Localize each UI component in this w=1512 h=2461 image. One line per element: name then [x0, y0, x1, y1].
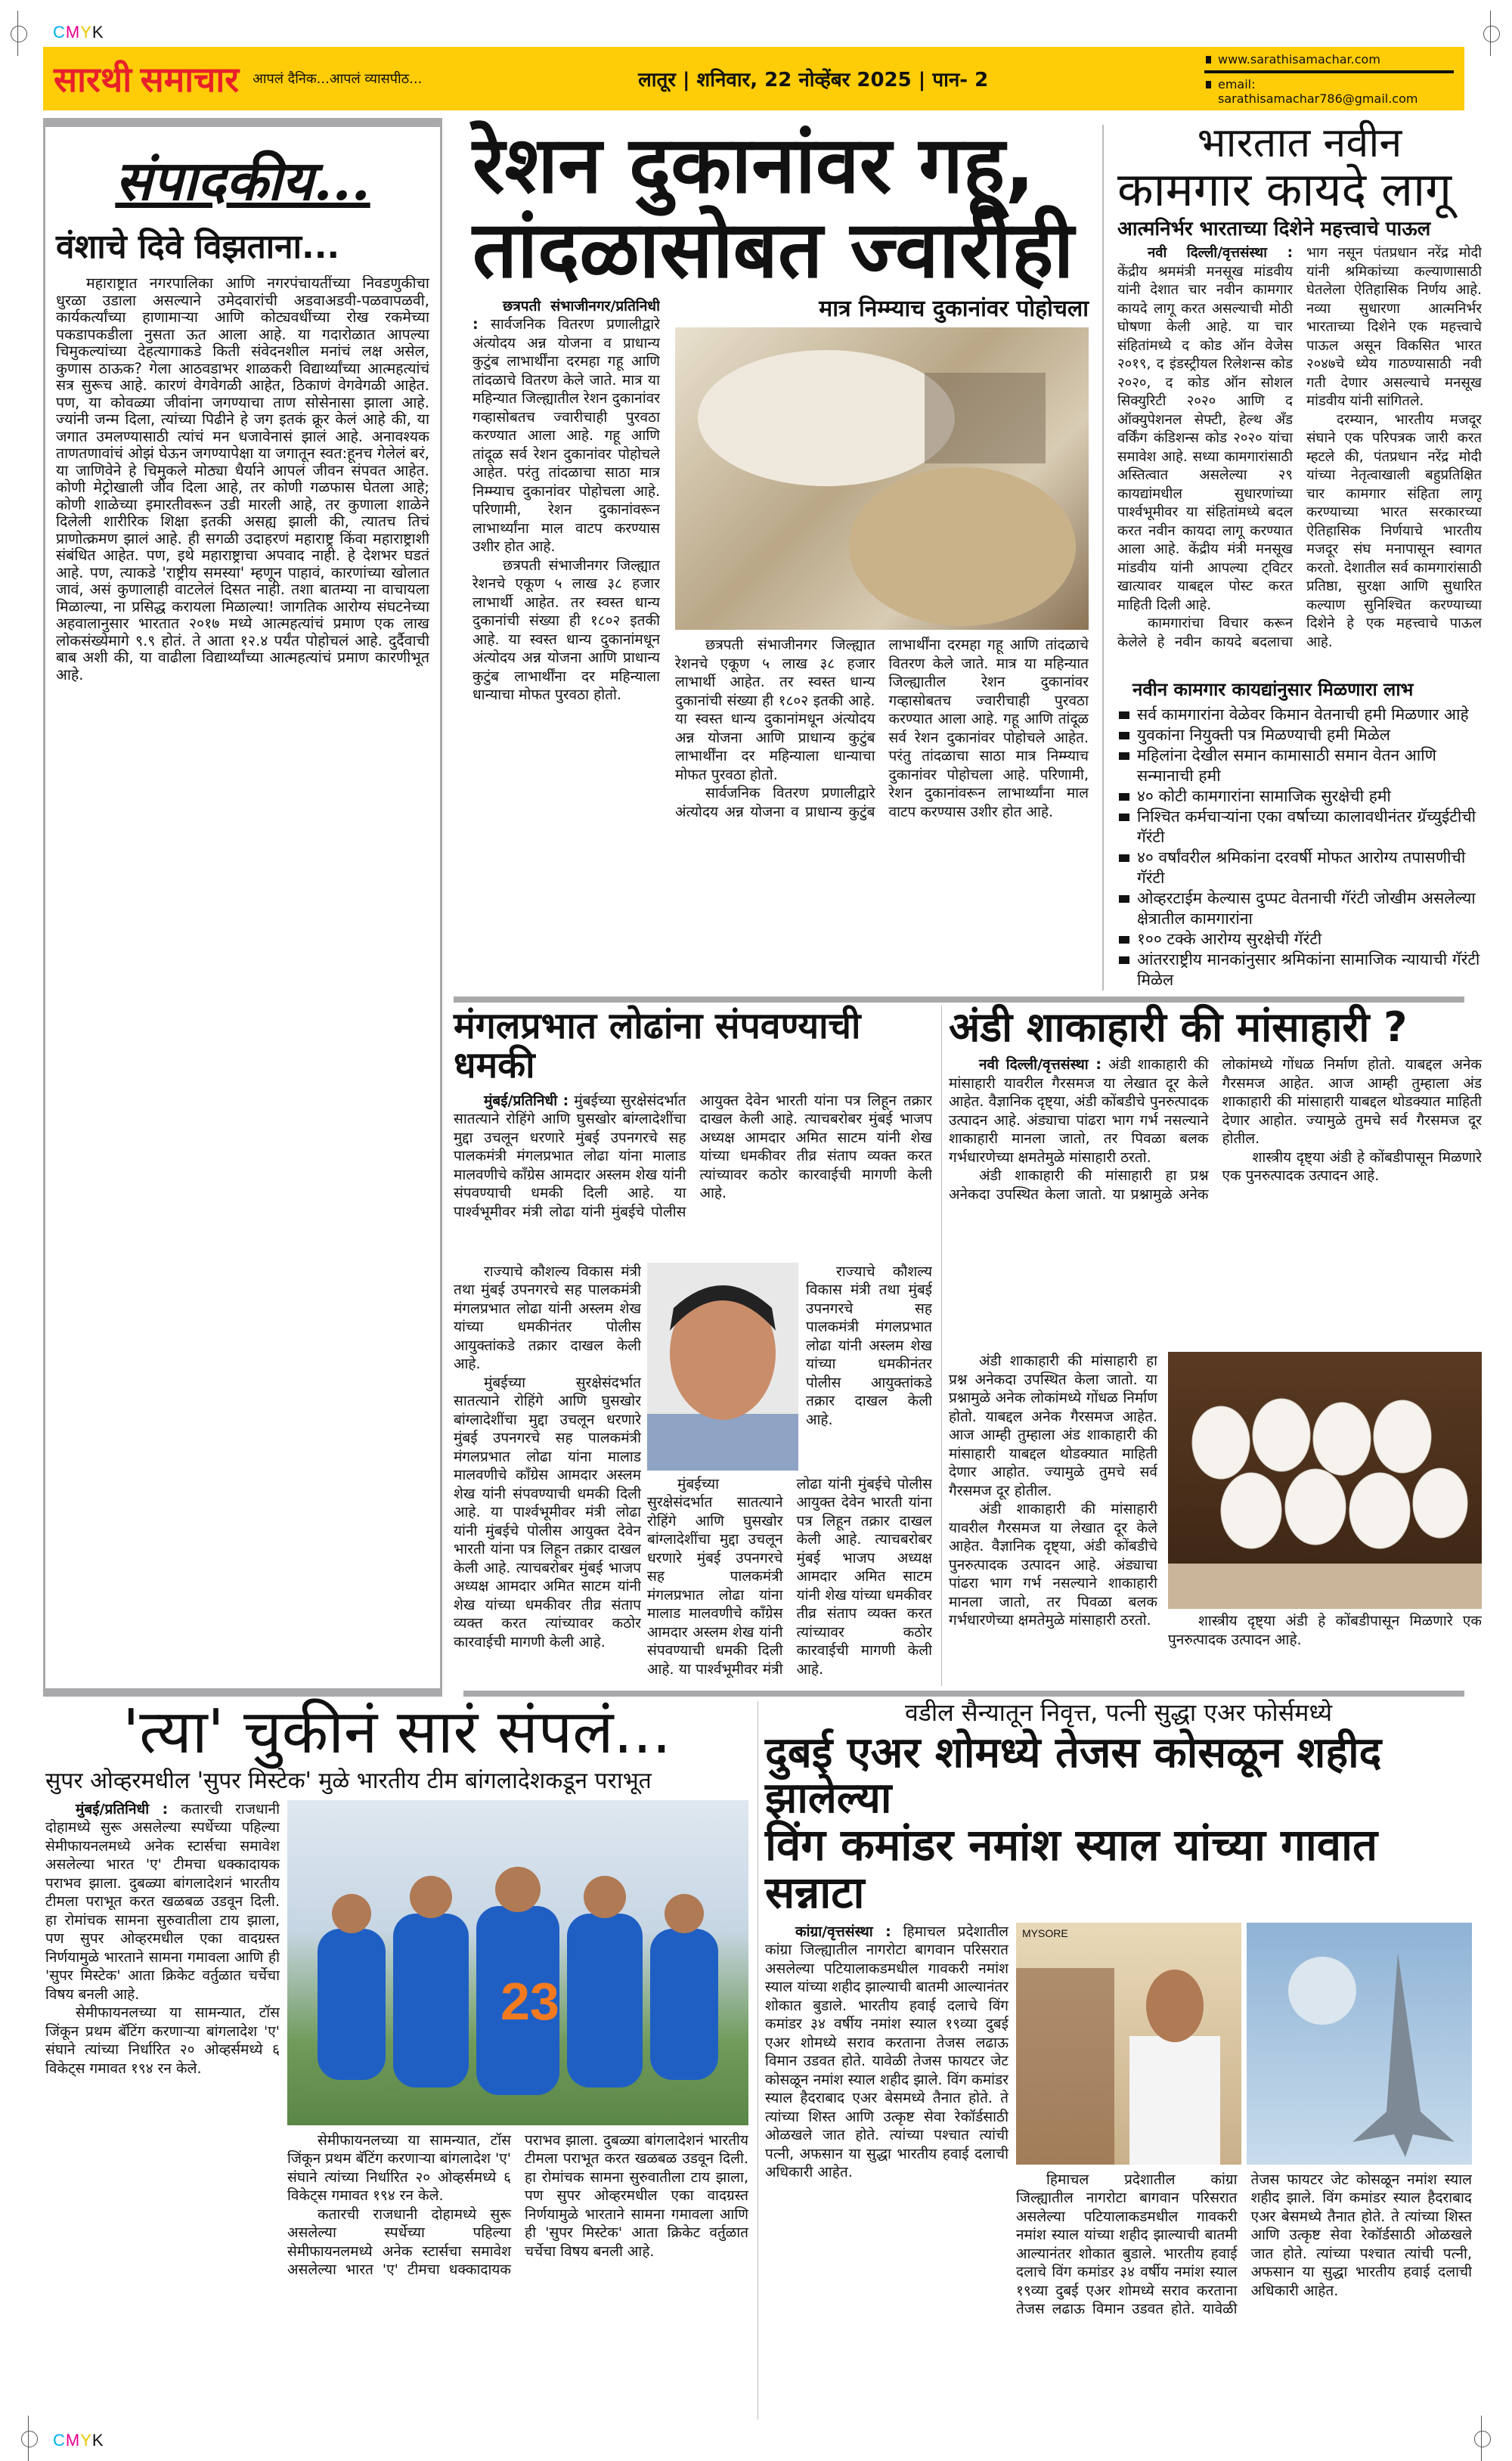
contact-info: [1204, 50, 1454, 108]
dubai-article: [765, 1700, 1472, 2422]
eggs-body-top: [949, 1055, 1482, 1347]
eggs-body-col2: [1168, 1612, 1482, 1685]
tagline: आपलं दैनिक...आपलं व्यासपीठ...: [253, 71, 423, 87]
paragraph: अंडी शाकाहारी की मांसाहारी हा प्रश्न अनेकदा उपस्थित केला जातो. या प्रश्नामुळे अनेक लोकांमध्ये गोंधळ निर्माण होतो. याबद्दल अनेक गैरसमज आहेत. आज आम्ही तुम्हाला अंड शाकाहारी की मांसाहारी याबद्दल थोडक्यात माहिती देणार आहोत. ज्यामुळे तुमचे सर्व गैरसमज दूर होतील.: [949, 1353, 1157, 1499]
eggs-headline: अंडी शाकाहारी की मांसाहारी ?: [949, 1003, 1408, 1051]
paragraph: राज्याचे कौशल्य विकास मंत्री तथा मुंबई उपनगरचे सह पालकमंत्री मंगलप्रभात लोढा यांनी अस्लम शेख यांच्या धमकीनंतर पोलीस आयुक्तांकडे तक्रार दाखल केली आहे.: [454, 1263, 641, 1373]
pilot-illustration: [1016, 1923, 1239, 2165]
column-divider: [1102, 125, 1104, 990]
paragraph: महाराष्ट्रात नगरपालिका आणि नगरपंचायतींच्या निवडणुकीचा धुरळा उडाला असल्याने उमेदवारांची अडवाअडवी-पळवापळवी, कार्यकर्त्यांच्या हाणामाऱ्या आणि कोट्यवधींच्या रोख रकमेच्या पकडापकडीला नुसता ऊत आला आहे. या गदारोळात आपल्या चिमुकल्यांच्या देहत्यागाकडे किती संवेदनशील मनांचं लक्ष असेल, कुणास ठाऊक? गेला आठवडाभर शाळकरी विद्यार्थ्यांच्या आत्महत्यांचं सत्र सुरूच आहे. कारणं वेगवेगळी आहेत, ठिकाणं वेगवेगळी आहेत. पण, या कोवळ्या जीवांना जगण्याचा ताण सोसेनासा झाला आहे. ज्यांनी जन्म दिला, त्यांच्या पिढीने हे जग इतकं क्रूर केलं आहे की, या जगात उमलण्यासाठी त्यांचं मन धजावेनासं झालं आहे. अनावश्यक ताणतणावांचं ओझं घेऊन जगण्यापेक्षा या जगातून स्वत:हूनच गेलेलं बरं, या जाणिवेने हे चिमुकले मोठ्या धैर्याने आपलं जीवन संपवत आहेत. कोणी मेट्रोखाली जीव दिला आहे, तर कोणी गळफास घेतला आहे; कोणी शाळेच्या इमारतीवरून उडी मारली आहे, तर कुणाला शाळेने दिलेली शारीरिक शिक्षा इतकी असह्य झाली की, त्यातच तिचं प्राणोत्क्रमण झालं आहे. ही सगळी उदाहरणं महाराष्ट्र किंवा महाराष्ट्राशी संबंधित आहेत. पण, इथे महाराष्ट्राचा अपवाद नाही. हे देशभर घडतं आहे. पण, त्याकडे 'राष्ट्रीय समस्या' म्हणून पाहावं, कारणांच्या खोलात जावं, असं कुणालाही वाटलेलं दिसत नाही. तशा बातम्या ना वाचायला मिळाल्या, ना प्रसिद्ध करायला मिळाल्या! जागतिक आरोग्य संघटनेच्या अहवालानुसार भारतात २०१७ मध्ये आत्महत्यांचं प्रमाण एक लाख लोकसंख्येमागे ९.९ होतं. ते आता १२.४ पर्यंत पोहोचलं आहे. दुर्दैवाची बाब अशी की, या वाढीला विद्यार्थ्यांच्या आत्महत्यांचं प्रमाण कारणीभूत आहे.: [56, 275, 429, 683]
paragraph: शास्त्रीय दृष्ट्या अंडी हे कोंबडीपासून मिळणारे एक पुनरुत्पादक उत्पादन आहे.: [1222, 1148, 1482, 1185]
dubai-dateline: कांग्रा/वृत्तसंस्था :: [795, 1923, 891, 1940]
benefit-item: महिलांना देखील समान कामासाठी समान वेतन आणि सन्मानाची हमी: [1117, 745, 1482, 786]
paragraph: सार्वजनिक वितरण प्रणालीद्वारे अंत्योदय अन्न योजना व प्राधान्य कुटुंब लाभार्थींना दरमहा गहू आणि तांदळाचे वितरण केले जाते. मात्र या महिन्यात जिल्ह्यातील रेशन दुकानांवर गव्हासोबतच ज्वारीचाही पुरवठा करण्यात आला आहे. गहू आणि तांदूळ सर्व रेशन दुकानांवर पोहोचले आहेत. परंतु तांदळाचा साठा मात्र निम्म्याच दुकानांवर पोहोचला आहे. परिणामी, रेशन दुकानांवरून लाभार्थ्यांना माल वाटप करण्यास उशीर होत आहे.: [675, 637, 1089, 820]
labour-benefits-box: [1117, 677, 1482, 990]
paragraph: अंडी शाकाहारी की मांसाहारी हा प्रश्न अनेकदा उपस्थित केला जातो. या प्रश्नामुळे अनेक लोकांमध्ये गोंधळ निर्माण होतो. याबद्दल अनेक गैरसमज आहेत. आज आम्ही तुम्हाला अंड शाकाहारी की मांसाहारी याबद्दल थोडक्यात माहिती देणार आहोत. ज्यामुळे तुमचे सर्व गैरसमज दूर होतील.: [949, 1056, 1482, 1203]
dubai-headline-line2: विंग कमांडर नमांश स्याल यांच्या गावात सन्नाटा: [765, 1819, 1378, 1919]
divider: [1204, 70, 1454, 73]
ration-body-col2: [675, 636, 1089, 990]
paragraph: कतारची राजधानी दोहामध्ये सुरू असलेल्या स्पर्धेच्या पहिल्या सेमीफायनलमध्ये अनेक स्टार्सचा समावेश असलेल्या भारत 'ए' टीमचा धक्कादायक पराभव झाला. दुबळ्या बांगलादेशनं भारतीय टीमला पराभूत करत खळबळ उडवून दिली. हा रोमांचक सामना सुरुवातीला टाय झाला, पण सुपर ओव्हरमधील एका वादग्रस्त निर्णयामुळे भारताने सामना गमावला आणि ही 'सुपर मिस्टेक' आता क्रिकेट वर्तुळात चर्चेचा विषय बनली आहे.: [287, 2131, 748, 2279]
paragraph: छत्रपती संभाजीनगर जिल्ह्यात रेशनचे एकूण ५ लाख ३८ हजार लाभार्थी आहेत. तर स्वस्त धान्य दुकानांची संख्या ही १८०२ इतकी आहे. या स्वस्त धान्य दुकानांमधून अंत्योदय अन्न योजना आणि प्राधान्य कुटुंब लाभार्थींना दर महिन्याला धान्याचा मोफत पुरवठा होतो.: [675, 637, 875, 783]
lodha-article: [454, 1007, 932, 1684]
cricket-dateline: मुंबई/प्रतिनिधी :: [76, 1800, 169, 1818]
eggs-photo: [1168, 1352, 1482, 1609]
dubai-kicker: वडील सैन्यातून निवृत्त, पत्नी सुद्धा एअर फोर्समध्ये: [904, 1698, 1333, 1727]
benefit-item: १०० टक्के आरोग्य सुरक्षेची गॅरंटी: [1117, 929, 1482, 950]
paragraph: अंडी शाकाहारी की मांसाहारी यावरील गैरसमज या लेखात दूर केले आहेत. वैज्ञानिक दृष्ट्या, अंडी कोंबडीचे पुनरुत्पादक उत्पादन आहे. अंड्याचा पांढरा भाग गर्भ नसल्याने शाकाहारी मानला जातो, तर पिवळा बलक गर्भधारणेच्या क्षमतेमुळे मांसाहारी ठरतो.: [949, 1056, 1209, 1166]
cricket-headline: 'त्या' चुकीनं सारं संपलं...: [122, 1697, 671, 1767]
paragraph: सार्वजनिक वितरण प्रणालीद्वारे अंत्योदय अन्न योजना व प्राधान्य कुटुंब लाभार्थींना दरमहा गहू आणि तांदळाचे वितरण केले जाते. मात्र या महिन्यात जिल्ह्यातील रेशन दुकानांवर गव्हासोबतच ज्वारीचाही पुरवठा करण्यात आला आहे. गहू आणि तांदूळ सर्व रेशन दुकानांवर पोहोचले आहेत. परंतु तांदळाचा साठा मात्र निम्म्याच दुकानांवर पोहोचला आहे. परिणामी, रेशन दुकानांवरून लाभार्थ्यांना माल वाटप करण्यास उशीर होत आहे.: [472, 316, 660, 556]
section-divider: [463, 1691, 1464, 1697]
editorial-box: [43, 118, 442, 1691]
eggs-body-col1: [949, 1352, 1157, 1685]
registration-mark: [20, 2416, 38, 2461]
cmyk-mark: CMYK: [53, 23, 104, 42]
tejas-jet-photo: [1247, 1923, 1472, 2165]
lodha-body-col3: [647, 1475, 932, 1684]
ration-grain-photo: [675, 327, 1089, 630]
paragraph: हिमाचल प्रदेशातील कांग्रा जिल्ह्यातील नागरोटा बागवान परिसरात असलेल्या पटियालाकडमधील गावकरी नमांश स्याल यांच्या शहीद झाल्याची बातमी आल्यानंतर शोकात बुडाले. भारतीय हवाई दलाचे विंग कमांडर ३४ वर्षीय नमांश स्याल १९व्या दुबई एअर शोमध्ये सराव करताना तेजस लढाऊ विमान उडवत होते. यावेळी तेजस फायटर जेट कोसळून नमांश स्याल शहीद झाले. विंग कमांडर स्याल हैदराबाद एअर बेसमध्ये तैनात होते. ते त्यांच्या शिस्त आणि उत्कृष्ट सेवा रेकॉर्डसाठी ओळखले जात होते. त्यांच्या पश्चात त्यांची पत्नी, अफसान या सुद्धा भारतीय हवाई दलाची अधिकारी आहेत.: [765, 1923, 1009, 2181]
dubai-body-col2: [1016, 2171, 1472, 2422]
benefit-item: आंतरराष्ट्रीय मानकांनुसार श्रमिकांना सामाजिक न्यायाची गॅरंटी मिळेल: [1117, 950, 1482, 990]
paragraph: राज्याचे कौशल्य विकास मंत्री तथा मुंबई उपनगरचे सह पालकमंत्री मंगलप्रभात लोढा यांनी अस्लम शेख यांच्या धमकीनंतर पोलीस आयुक्तांकडे तक्रार दाखल केली आहे.: [806, 1263, 932, 1428]
ration-article: [472, 119, 1089, 990]
paragraph: अंडी शाकाहारी की मांसाहारी यावरील गैरसमज या लेखात दूर केले आहेत. वैज्ञानिक दृष्ट्या, अंडी कोंबडीचे पुनरुत्पादक उत्पादन आहे. अंड्याचा पांढरा भाग गर्भ नसल्याने शाकाहारी मानला जातो, तर पिवळा बलक गर्भधारणेच्या क्षमतेमुळे मांसाहारी ठरतो.: [949, 1501, 1157, 1629]
paragraph: दरम्यान, भारतीय मजदूर संघाने एक परिपत्रक जारी करत म्हटले की, पंतप्रधान नरेंद्र मोदी यांच्या नेतृत्वाखाली बहुप्रतिक्षित चार कामगार संहिता लागू करण्याच्या भारत सरकारच्या ऐतिहासिक निर्णयाचे भारतीय मजदूर संघ मनापासून स्वागत करतो. देशातील सर्व कामगारांसाठी प्रतिष्ठा, सुरक्षा आणि सुधारित कल्याण सुनिश्चित करण्याच्या दिशेने हे एक महत्त्वाचे पाऊल आहे.: [1306, 411, 1482, 650]
cmyk-mark: CMYK: [53, 2431, 104, 2450]
paragraph: सेमीफायनलच्या या सामन्यात, टॉस जिंकून प्रथम बॅटिंग करणाऱ्या बांगलादेश 'ए' संघाने त्यांच्या निर्धारित २० ओव्हर्समध्ये ६ विकेट्स गमावत १९४ रन केले.: [287, 2131, 511, 2205]
benefit-item: निश्चित कर्मचाऱ्यांना एका वर्षाच्या कालावधीनंतर ग्रॅच्युईटीची गॅरंटी: [1117, 807, 1482, 848]
eggs-article: [949, 1003, 1482, 1685]
section-divider: [43, 1691, 442, 1697]
lodha-body-col1: [454, 1263, 641, 1684]
pilot-photo: [1016, 1923, 1241, 2165]
ration-subhead: मात्र निम्म्याच दुकानांवर पोहोचला: [819, 295, 1089, 322]
lodha-body-top: [454, 1092, 932, 1258]
dubai-headline-line1: दुबई एअर शोमध्ये तेजस कोसळून शहीद झालेल्या: [765, 1728, 1382, 1824]
registration-mark: [1473, 2416, 1491, 2461]
cricket-article: [45, 1697, 748, 2422]
website-link[interactable]: www.sarathisamachar.com: [1204, 50, 1454, 69]
lodha-body-col2: [806, 1263, 932, 1471]
photo-sign-text: MYSORE: [1022, 1926, 1068, 1939]
eggs-illustration: [1168, 1352, 1482, 1609]
dubai-body-col1: [765, 1923, 1009, 2422]
editorial-headline: वंशाचे दिवे विझताना...: [56, 228, 340, 266]
paragraph: छत्रपती संभाजीनगर जिल्ह्यात रेशनचे एकूण ५ लाख ३८ हजार लाभार्थी आहेत. तर स्वस्त धान्य दुकानांची संख्या ही १८०२ इतकी आहे. या स्वस्त धान्य दुकानांमधून अंत्योदय अन्न योजना आणि प्राधान्य कुटुंब लाभार्थींना दर महिन्याला धान्याचा मोफत पुरवठा होतो.: [472, 556, 660, 704]
labour-article: [1117, 121, 1482, 990]
registration-mark: [1482, 11, 1500, 56]
svg-text:23: 23: [500, 1971, 559, 2031]
column-divider: [941, 1006, 942, 1686]
lodha-dateline: मुंबई/प्रतिनिधी :: [484, 1092, 569, 1109]
cricket-players-illustration: [287, 1800, 748, 2125]
eggs-dateline: नवी दिल्ली/वृत्तसंस्था :: [979, 1056, 1101, 1074]
benefit-item: ओव्हरटाईम केल्यास दुप्पट वेतनाची गॅरंटी जोखीम असलेल्या क्षेत्रातील कामगारांना: [1117, 888, 1482, 929]
lodha-photo: [647, 1263, 798, 1471]
benefit-item: सर्व कामगारांना वेळेवर किमान वेतनाची हमी मिळणार आहे: [1117, 705, 1482, 725]
labour-subhead: आत्मनिर्भर भारताच्या दिशेने महत्त्वाचे पाऊल: [1117, 218, 1431, 241]
grain-sack-illustration: [675, 327, 1089, 630]
section-divider: [454, 996, 1464, 1003]
paragraph: कामगारांचा विचार करून केलेले हे नवीन कायदे बदलाचा भाग नसून पंतप्रधान नरेंद्र मोदी यांनी श्रमिकांच्या कल्याणासाठी घेतलेला ऐतिहासिक निर्णय आहे. नव्या सुधारणा आत्मनिर्भर भारताच्या दिशेने एक महत्त्वाचे पाऊल असून विकसित भारत २०४७चे ध्येय गाठण्यासाठी नवी गती देणार असल्याचे मनसूख मांडवीय यांनी सांगितले.: [1117, 245, 1482, 650]
ration-headline-line2: तांदळासोबत ज्वारीही: [472, 203, 1074, 296]
benefit-item: ४० कोटी कामगारांना सामाजिक सुरक्षेची हमी: [1117, 786, 1482, 807]
ration-headline-line1: रेशन दुकानांवर गहू,: [472, 119, 1035, 211]
jet-illustration: [1247, 1923, 1472, 2165]
registration-mark: [9, 11, 27, 56]
labour-dateline: नवी दिल्ली/वृत्तसंस्था :: [1148, 245, 1293, 262]
paragraph: हिमाचल प्रदेशातील कांग्रा जिल्ह्यातील नागरोटा बागवान परिसरात असलेल्या पटियालाकडमधील गावकरी नमांश स्याल यांच्या शहीद झाल्याची बातमी आल्यानंतर शोकात बुडाले. भारतीय हवाई दलाचे विंग कमांडर ३४ वर्षीय नमांश स्याल १९व्या दुबई एअर शोमध्ये सराव करताना तेजस लढाऊ विमान उडवत होते. यावेळी तेजस फायटर जेट कोसळून नमांश स्याल शहीद झाले. विंग कमांडर स्याल हैदराबाद एअर बेसमध्ये तैनात होते. ते त्यांच्या शिस्त आणि उत्कृष्ट सेवा रेकॉर्डसाठी ओळखले जात होते. त्यांच्या पश्चात त्यांची पत्नी, अफसान या सुद्धा भारतीय हवाई दलाची अधिकारी आहेत.: [1016, 2171, 1472, 2318]
masthead: [43, 47, 1464, 110]
dateline: लातूर | शनिवार, 22 नोव्हेंबर 2025 | पान- 2: [638, 69, 989, 91]
ration-dateline: छत्रपती संभाजीनगर/प्रतिनिधी :: [472, 297, 660, 333]
paragraph: केंद्रीय श्रममंत्री मनसूख मांडवीय यांनी देशात चार नवीन कामगार कायदे लागू करत असल्याची मोठी घोषणा केली आहे. या चार संहितांमध्ये द कोड ऑन वेजेस २०१९, द इंडस्ट्रीयल रिलेशन्स कोड २०२०, द कोड ऑन सोशल सिक्युरिटी २०२० आणि द ऑक्युपेशनल सेफ्टी, हेल्थ अँड वर्किंग कंडिशन्स कोड २०२० यांचा समावेश आहे. सध्या कामगारांसाठी अस्तित्वात असलेल्या २९ कायद्यांमधील सुधारणांच्या पार्श्वभूमीवर या संहितांमध्ये बदल करत नवीन कायदा लागू करण्यात आला आहे. केंद्रीय मंत्री मनसूख मांडवीय यांनी आपल्या ट्विटर खात्यावर याबद्दल पोस्ट करत माहिती दिली आहे.: [1117, 263, 1293, 613]
paragraph: मुंबईच्या सुरक्षेसंदर्भात सातत्याने रोहिंगे आणि घुसखोर बांग्लादेशींचा मुद्दा उचलून धरणारे मुंबई उपनगरचे सह पालकमंत्री मंगलप्रभात लोढा यांना मालाड मालवणीचे काँग्रेस आमदार अस्लम शेख यांनी संपवण्याची धमकी दिली आहे. या पार्श्वभूमीवर मंत्री लोढा यांनी मुंबईचे पोलीस आयुक्त देवेन भारती यांना पत्र लिहून तक्रार दाखल केली आहे. त्याचबरोबर मुंबई भाजप अध्यक्ष आमदार अमित साटम यांनी शेख यांच्या धमकीवर तीव्र संताप व्यक्त करत त्यांच्यावर कठोर कारवाईची मागणी केली आहे.: [454, 1374, 641, 1650]
labour-headline-line2: कामगार कायदे लागू: [1117, 162, 1452, 218]
paragraph: शास्त्रीय दृष्ट्या अंडी हे कोंबडीपासून मिळणारे एक पुनरुत्पादक उत्पादन आहे.: [1168, 1613, 1482, 1648]
editorial-section-title: संपादकीय...: [115, 148, 370, 212]
cricket-subhead: सुपर ओव्हरमधील 'सुपर मिस्टेक' मुळे भारतीय टीम बांगलादेशकडून पराभूत: [45, 1768, 652, 1795]
ration-body-col1: [472, 297, 660, 990]
paragraph: मुंबईच्या सुरक्षेसंदर्भात सातत्याने रोहिंगे आणि घुसखोर बांग्लादेशींचा मुद्दा उचलून धरणारे मुंबई उपनगरचे सह पालकमंत्री मंगलप्रभात लोढा यांना मालाड मालवणीचे काँग्रेस आमदार अस्लम शेख यांनी संपवण्याची धमकी दिली आहे. या पार्श्वभूमीवर मंत्री लोढा यांनी मुंबईचे पोलीस आयुक्त देवेन भारती यांना पत्र लिहून तक्रार दाखल केली आहे. त्याचबरोबर मुंबई भाजप अध्यक्ष आमदार अमित साटम यांनी शेख यांच्या धमकीवर तीव्र संताप व्यक्त करत त्यांच्यावर कठोर कारवाईची मागणी केली आहे.: [454, 1092, 932, 1220]
portrait-illustration: [647, 1263, 798, 1471]
paragraph: सेमीफायनलच्या या सामन्यात, टॉस जिंकून प्रथम बॅटिंग करणाऱ्या बांगलादेश 'ए' संघाने त्यांच्या निर्धारित २० ओव्हर्समध्ये ६ विकेट्स गमावत १९४ रन केले.: [45, 2004, 280, 2077]
labour-headline-line1: भारतात नवीन: [1197, 119, 1402, 166]
cricket-body-col2: [287, 2131, 748, 2422]
benefit-item: ४० वर्षांवरील श्रमिकांना दरवर्षी मोफत आरोग्य तपासणीची गॅरंटी: [1117, 848, 1482, 888]
paragraph: मुंबईच्या सुरक्षेसंदर्भात सातत्याने रोहिंगे आणि घुसखोर बांग्लादेशींचा मुद्दा उचलून धरणारे मुंबई उपनगरचे सह पालकमंत्री मंगलप्रभात लोढा यांना मालाड मालवणीचे काँग्रेस आमदार अस्लम शेख यांनी संपवण्याची धमकी दिली आहे. या पार्श्वभूमीवर मंत्री लोढा यांनी मुंबईचे पोलीस आयुक्त देवेन भारती यांना पत्र लिहून तक्रार दाखल केली आहे. त्याचबरोबर मुंबई भाजप अध्यक्ष आमदार अमित साटम यांनी शेख यांच्या धमकीवर तीव्र संताप व्यक्त करत त्यांच्यावर कठोर कारवाईची मागणी केली आहे.: [647, 1475, 932, 1678]
benefits-title: नवीन कामगार कायद्यांनुसार मिळणारा लाभ: [1132, 679, 1414, 700]
editorial-body: [56, 275, 429, 1673]
email-link[interactable]: email: sarathisamachar786@gmail.com: [1204, 75, 1454, 108]
benefits-list: [1117, 705, 1482, 990]
benefit-item: युवकांना नियुक्ती पत्र मिळण्याची हमी मिळेल: [1117, 725, 1482, 745]
paragraph: कतारची राजधानी दोहामध्ये सुरू असलेल्या स्पर्धेच्या पहिल्या सेमीफायनलमध्ये अनेक स्टार्सचा समावेश असलेल्या भारत 'ए' टीमचा धक्कादायक पराभव झाला. दुबळ्या बांगलादेशनं भारतीय टीमला पराभूत करत खळबळ उडवून दिली. हा रोमांचक सामना सुरुवातीला टाय झाला, पण सुपर ओव्हरमधील एका वादग्रस्त निर्णयामुळे भारताने सामना गमावला आणि ही 'सुपर मिस्टेक' आता क्रिकेट वर्तुळात चर्चेचा विषय बनली आहे.: [45, 1800, 280, 2003]
cricket-body-col1: [45, 1800, 280, 2422]
lodha-headline: मंगलप्रभात लोढांना संपवण्याची धमकी: [454, 1005, 861, 1086]
newspaper-title: सारथी समाचार: [54, 60, 240, 99]
labour-body: [1117, 244, 1482, 671]
cricket-team-photo: [287, 1800, 748, 2125]
